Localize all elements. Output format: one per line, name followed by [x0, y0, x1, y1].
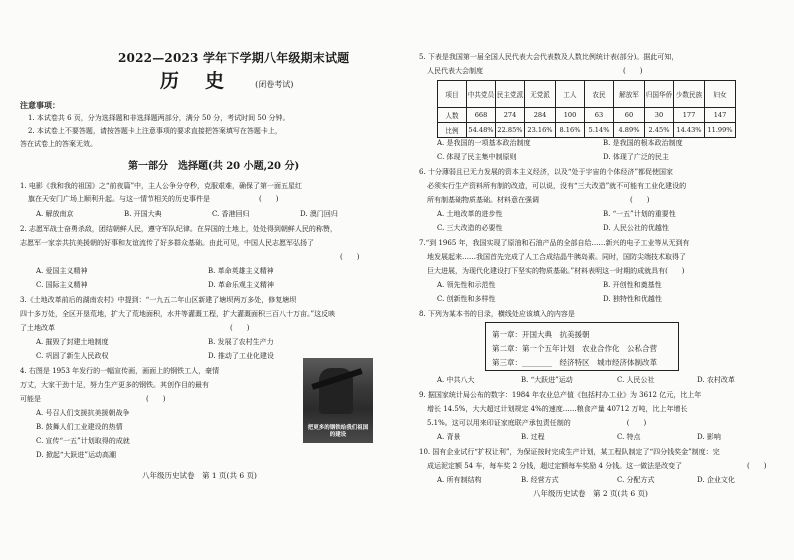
question-2-text: ( ) [340, 253, 360, 261]
table-row [438, 108, 736, 123]
question-4-option: A. 号召人们支援抗美援朝战争 [36, 409, 130, 417]
notice-line: 1. 本试卷共 6 页，分为选择题和非选择题两部分，满分 50 分，考试时间 50 分钟。 [28, 114, 290, 122]
table-cell: 274 [496, 108, 525, 123]
question-7-text: 地发展起来……我国首先完成了人工合成结晶牛胰岛素。同时，国防尖端技术取得了 [427, 253, 686, 261]
question-5-option: C. 体现了民主集中制原则 [437, 153, 517, 161]
page-footer: 八年级历史试卷 第 1 页(共 6 页) [142, 471, 257, 480]
question-6-text: 必须实行生产资料所有制的改造，可以说，没有“三大改造”就不可能有工业化建设的 [427, 182, 687, 190]
question-10-option: A. 所有制结构 [437, 476, 482, 484]
table-cell: 5.14% [585, 123, 614, 138]
chapter-line: 第一章：开国大典 抗美援朝 [492, 330, 590, 339]
question-8-option: C. 人民公社 [617, 376, 655, 384]
table-cell: 54.48% [467, 123, 496, 138]
question-7-option: C. 创新性和多样性 [437, 295, 496, 303]
page-2 [397, 0, 794, 560]
question-6-option: A. 土地改革的进步性 [437, 210, 503, 218]
question-3-option: D. 推动了工业化建设 [208, 352, 274, 360]
question-8-option: B. “大跃进”运动 [521, 376, 573, 384]
question-6-option: C. 三大改造的必要性 [437, 224, 503, 232]
table-cell: 11.99% [705, 123, 736, 138]
chapter-line: 第三章：________ 经济特区 城市经济体制改革 [492, 358, 657, 367]
table-cell: 30 [645, 108, 674, 123]
question-2-text: 2. 志愿军战士奋勇杀敌，团结朝鲜人民，遵守军队纪律。在异国的土地上，处处得到朝鲜人民的称赞， [20, 225, 337, 233]
question-2-option: A. 爱国主义精神 [36, 267, 88, 275]
question-7-option: A. 领先性和示范性 [437, 281, 496, 289]
notice-line: 答在试卷上的答案无效。 [20, 140, 97, 148]
question-3-text: 了土地改革 ( ) [20, 324, 250, 332]
question-9-option: A. 背景 [437, 433, 461, 441]
question-9-text: 5.1%。这可以用来印证家庭联产承包责任制的 ( ) [427, 419, 647, 427]
question-10-text: 10. 国有企业试行“扩权让利”，为保证按时完成生产计划，某工程队制定了“四分钱奖金”制度：完 [419, 448, 720, 456]
question-2-option: D. 革命乐观主义精神 [208, 281, 274, 289]
notice-title: 注意事项： [20, 100, 60, 110]
question-9-option: D. 影响 [697, 433, 721, 441]
question-6-option: D. 人民公社的优越性 [603, 224, 669, 232]
question-9-option: B. 过程 [521, 433, 545, 441]
question-2-option: B. 革命英雄主义精神 [208, 267, 274, 275]
question-3-option: C. 巩固了新生人民政权 [36, 352, 109, 360]
table-cell: 8.16% [556, 123, 585, 138]
table-cell: 668 [467, 108, 496, 123]
question-1-text: 1. 电影《我和我的祖国》之“前夜篇”中，主人公争分夺秒，克服艰难，确保了第一面五星红 [20, 182, 303, 190]
question-7-option: B. 开创性和奠基性 [603, 281, 662, 289]
question-8-option: A. 中共八大 [437, 376, 475, 384]
question-4-option: B. 鼓舞人们工业建设的热情 [36, 423, 123, 431]
question-6-option: B. “一五”计划的重要性 [603, 210, 676, 218]
table-cell: 177 [674, 108, 705, 123]
question-5-option: B. 是我国的根本政治制度 [603, 139, 683, 147]
question-4-option: D. 掀起“大跃进”运动高潮 [36, 451, 116, 459]
poster-caption: 把更多的钢铁给我们祖国的建设 [307, 425, 369, 438]
question-1-text: 旗在天安门广场上顺利升起。与这一情节相关的历史事件是 ( ) [28, 195, 279, 203]
question-4-text: 4. 右图是 1953 年发行的一幅宣传画，画面上的钢铁工人，豪情 [20, 367, 220, 375]
question-2-text: 志愿军一家亲共抗美援朝的好事和友谊流传了好多群众基础。由此可见，中国人民志愿军弘扬了 [20, 239, 314, 247]
question-10-text: 成运泥定额 54 车，每车奖 2 分钱，超过定额每车奖励 4 分钱。这一做法是改变了 [427, 462, 683, 470]
exam-title: 2022—2023 学年下学期八年级期末试题 [118, 51, 350, 65]
deputies-table [437, 80, 736, 138]
table-header-cell: 工人 [556, 81, 585, 108]
question-5-option: D. 体现了广泛的民主 [603, 153, 669, 161]
table-cell: 22.85% [496, 123, 525, 138]
subject-note: (闭卷考试) [255, 80, 294, 89]
question-7-text: 巨大进展，为现代化建设打下坚实的物质基础。”材料表明这一时期的成就具有( ) [427, 267, 685, 275]
question-4-text: 万丈，大家干劲十足，努力生产更多的钢铁。其创作目的最有 [20, 381, 209, 389]
question-3-text: 四十多万处，全区开垦荒地，扩大了荒地面积，水井等灌溉工程，扩大灌溉面积三百八十万亩。”这反映 [20, 310, 336, 318]
question-7-text: 7.“到 1965 年，我国实现了原油和石油产品的全部自给……新兴的电子工业等从无到有 [419, 239, 690, 247]
table-cell: 23.16% [525, 123, 556, 138]
subject-row [160, 72, 293, 91]
section-title: 第一部分 选择题(共 20 小题,20 分) [128, 161, 300, 172]
question-2-option: C. 国际主义精神 [36, 281, 88, 289]
question-10-option: C. 分配方式 [617, 476, 655, 484]
table-header-cell: 中共党员 [467, 81, 496, 108]
table-cell: 14.43% [674, 123, 705, 138]
question-1-option: C. 香港回归 [212, 210, 250, 218]
table-header-cell: 妇女 [705, 81, 736, 108]
question-1-option: B. 开国大典 [124, 210, 162, 218]
question-8-text: 8. 下列为某本书的目录，横线处应该填入的内容是 [419, 310, 575, 318]
page-footer: 八年级历史试卷 第 2 页(共 6 页) [533, 489, 648, 498]
question-3-option: A. 摧毁了封建土地制度 [36, 338, 109, 346]
question-3-option: B. 发展了农村生产力 [208, 338, 274, 346]
table-row [438, 123, 736, 138]
question-8-option: D. 农村改革 [697, 376, 735, 384]
table-cell: 人数 [438, 108, 467, 123]
table-of-contents-box [485, 322, 679, 371]
table-cell: 147 [705, 108, 736, 123]
table-header-cell: 解放军 [614, 81, 645, 108]
question-3-text: 3.《土地改革前后的湖南农村》中提到：“一九五二年山区新建了塘坝两万多处，修复塘坝 [20, 296, 297, 304]
table-cell: 63 [585, 108, 614, 123]
table-header-cell: 农民 [585, 81, 614, 108]
question-10-option: D. 企业文化 [697, 476, 735, 484]
question-10-option: B. 经营方式 [521, 476, 559, 484]
question-4-option: C. 宣传“一五”计划取得的成就 [36, 437, 130, 445]
table-cell: 100 [556, 108, 585, 123]
table-header-row [438, 81, 736, 108]
subject-title: 历史 [160, 70, 251, 92]
table-header-cell: 项目 [438, 81, 467, 108]
question-1-option: A. 解放南京 [36, 210, 74, 218]
question-7-option: D. 独特性和优越性 [603, 295, 662, 303]
table-cell: 4.89% [614, 123, 645, 138]
question-9-text: 增长 14.5%，大大超过计划规定 4%的速度……粮食产量 40712 万吨，比上年增长 [427, 405, 688, 413]
table-header-cell: 归国华侨 [645, 81, 674, 108]
table-cell: 60 [614, 108, 645, 123]
question-9-text: 9. 据国家统计局公布的数字：1984 年农业总产值《包括村办工业》为 3612 亿元，比上年 [419, 391, 702, 399]
table-cell: 2.45% [645, 123, 674, 138]
table-cell: 284 [525, 108, 556, 123]
question-1-option: D. 澳门回归 [300, 210, 338, 218]
question-6-text: 6. 十分薄弱且已无力发展的资本主义经济，以及“处于宇宙的个体经济”都促使国家 [419, 168, 674, 176]
table-cell: 比例 [438, 123, 467, 138]
question-9-option: C. 特点 [617, 433, 641, 441]
question-4-text: 可能是 ( ) [20, 395, 166, 403]
question-6-text: 所有制基础物质基础。材料意在强调 ( ) [427, 196, 650, 204]
notice-line: 2. 本试卷上不要答题，请按答题卡上注意事项的要求直接把答案填写在答题卡上， [28, 127, 282, 135]
question-5-text: 5. 下表是我国第一届全国人民代表大会代表数及人数比例统计表(部分)。据此可知， [419, 53, 679, 61]
question-5-option: A. 是我国的一项基本政治制度 [437, 139, 531, 147]
table-header-cell: 无党派 [525, 81, 556, 108]
question-5-text: 人民代表大会制度 ( ) [427, 67, 643, 75]
chapter-line: 第二章：第一个五年计划 农业合作化 公私合营 [492, 344, 657, 353]
table-header-cell: 少数民族 [674, 81, 705, 108]
propaganda-poster-image [303, 358, 373, 443]
table-header-cell: 民主党派 [496, 81, 525, 108]
question-10-text: ( ) [747, 462, 767, 470]
